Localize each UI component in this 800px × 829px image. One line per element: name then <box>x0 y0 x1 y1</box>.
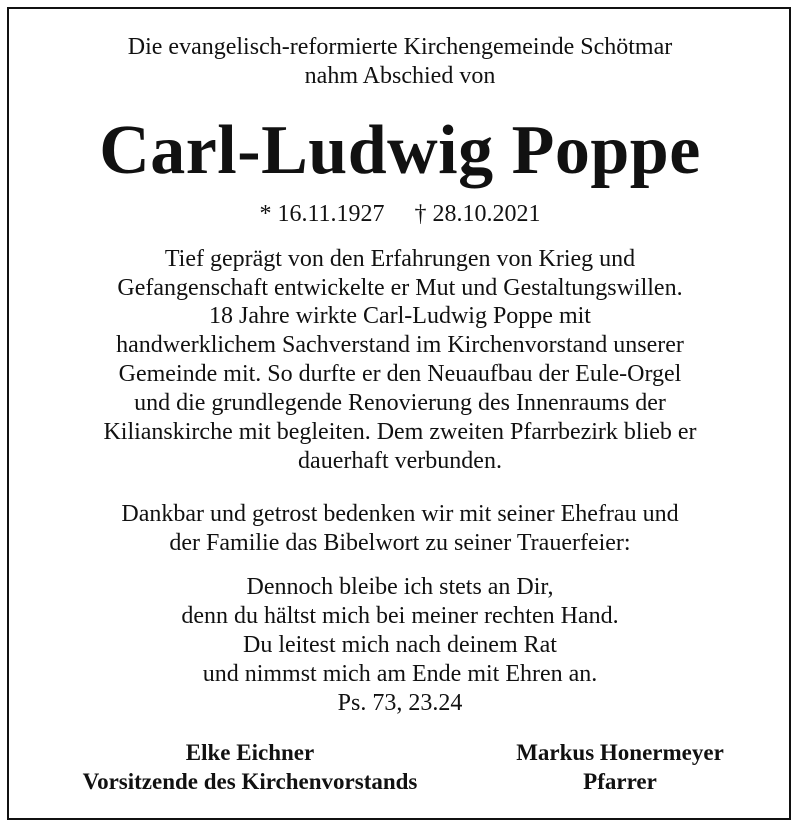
congregation-line: Die evangelisch-reformierte Kirchengemeinde Schötmar <box>127 34 673 60</box>
thanks-line: der Familie das Bibelwort zu seiner Trauerfeier: <box>169 530 631 556</box>
tribute-line: 18 Jahre wirkte Carl-Ludwig Poppe mit <box>209 303 591 329</box>
tribute-line: dauerhaft verbunden. <box>298 448 502 474</box>
signature-left-role: Vorsitzende des Kirchenvorstands <box>82 769 418 794</box>
tribute-line: und die grundlegende Renovierung des Innenraums der <box>134 390 666 416</box>
verse-line: und nimmst mich am Ende mit Ehren an. <box>202 661 598 687</box>
deceased-name: Carl-Ludwig Poppe <box>99 112 701 189</box>
tribute-line: Tief geprägt von den Erfahrungen von Krieg und <box>164 246 636 272</box>
tribute-line: Kilianskirche mit begleiten. Dem zweiten Pfarrbezirk blieb er <box>103 419 697 445</box>
signature-right-name: Markus Honermeyer <box>516 740 724 765</box>
farewell-line: nahm Abschied von <box>304 63 496 89</box>
life-dates <box>0 201 800 228</box>
death-date: † 28.10.2021 <box>414 201 541 227</box>
verse-line: Du leitest mich nach deinem Rat <box>243 632 557 658</box>
verse-line: Dennoch bleibe ich stets an Dir, <box>246 574 554 600</box>
birth-date: * 16.11.1927 <box>259 201 385 227</box>
verse-reference: Ps. 73, 23.24 <box>337 690 463 716</box>
tribute-line: handwerklichem Sachverstand im Kirchenvorstand unserer <box>116 332 684 358</box>
signature-left-name: Elke Eichner <box>185 740 315 765</box>
signature-right-role: Pfarrer <box>583 769 657 794</box>
thanks-line: Dankbar und getrost bedenken wir mit seiner Ehefrau und <box>121 501 679 527</box>
verse-line: denn du hältst mich bei meiner rechten Hand. <box>181 603 619 629</box>
tribute-line: Gemeinde mit. So durfte er den Neuaufbau der Eule-Orgel <box>118 361 682 387</box>
tribute-line: Gefangenschaft entwickelte er Mut und Gestaltungswillen. <box>117 275 683 301</box>
